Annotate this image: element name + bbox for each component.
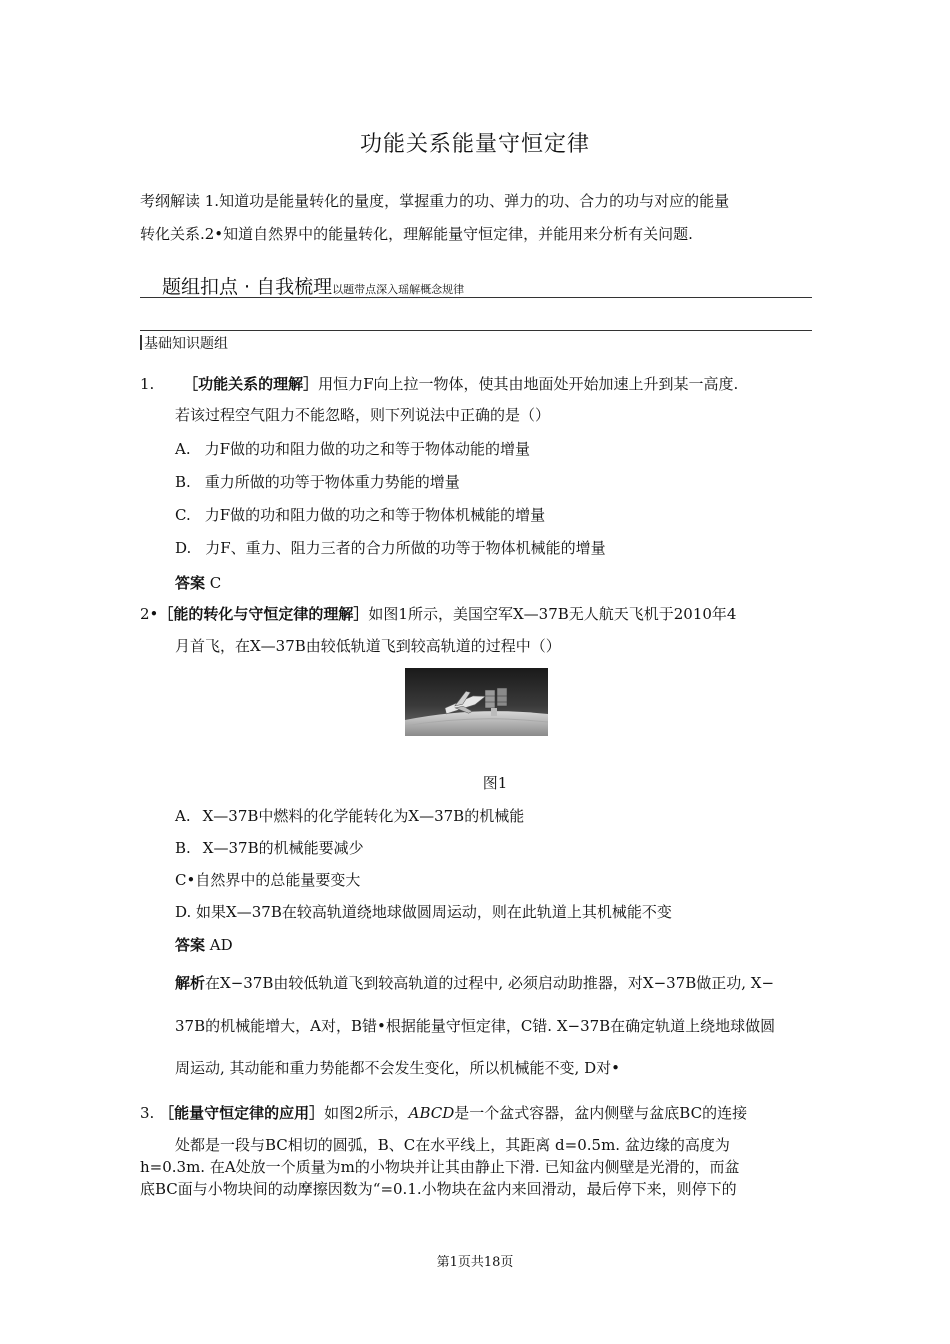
q2-stem-line-2: 月首飞，在X—37B由较低轨道飞到较高轨道的过程中（）: [175, 637, 561, 655]
page-title: 功能关系能量守恒定律: [359, 132, 590, 157]
label-bar: [140, 335, 142, 350]
section-rule-top: [140, 297, 812, 298]
q2-analysis-line-1: 解析在X−37B由较低轨道飞到较高轨道的过程中, 必须启动助推器，对X−37B做正功, X−: [175, 974, 775, 992]
q1-number: 1.: [140, 375, 155, 393]
spacecraft-figure: [405, 668, 548, 736]
q1-stem-line-2: 若该过程空气阻力不能忽略，则下列说法中正确的是（）: [175, 406, 551, 424]
section-heading-sub: 以题带点深入瑶解概念规律: [332, 283, 465, 296]
q1-option-a: A. 力F做的功和阻力做的功之和等于物体动能的增量: [175, 440, 531, 458]
q3-tag: ［能量守恒定律的应用］: [159, 1104, 325, 1122]
q1-stem-1: 用恒力F向上拉一物体，使其由地面处开始加速上升到某一高度.: [318, 375, 739, 393]
figure-caption: 图1: [482, 774, 508, 792]
section-heading: [162, 272, 464, 299]
q2-option-a: A. X—37B中燃料的化学能转化为X—37B的机械能: [175, 807, 525, 825]
q3-stem-line-1: 3. ［能量守恒定律的应用］如图2所示，ABCD是一个盆式容器，盆内侧壁与盆底BC的连接: [140, 1104, 748, 1122]
q2-number: 2•: [140, 605, 159, 623]
q2-option-c: C•自然界中的总能量要变大: [175, 871, 361, 889]
q1-option-d: D. 力F、重力、阻力三者的合力所做的功等于物体机械能的增量: [175, 539, 606, 557]
section-rule-bottom: [140, 330, 812, 331]
q1-option-c: C. 力F做的功和阻力做的功之和等于物体机械能的增量: [175, 506, 546, 524]
q2-stem-1: 如图1所示，美国空军X—37B无人航天飞机于2010年4: [368, 605, 737, 623]
q2-stem-line-1: [140, 604, 736, 624]
q2-option-d: D. 如果X—37B在较高轨道绕地球做圆周运动，则在此轨道上其机械能不变: [175, 903, 672, 921]
q1-option-b: B. 重力所做的功等于物体重力势能的增量: [175, 473, 460, 491]
q1-tag: ［功能关系的理解］: [183, 375, 319, 393]
q2-analysis-line-3: 周运动, 其动能和重力势能都不会发生变化，所以机械能不变, D对•: [175, 1059, 620, 1077]
basic-knowledge-text: 基础知识题组: [144, 336, 228, 352]
q2-answer: 答案 AD: [175, 936, 233, 954]
q3-stem-line-3: h=0.3m. 在A处放一个质量为m的小物块并让其由静止下滑. 已知盆内侧壁是光滑的，而盆: [140, 1158, 740, 1176]
syllabus-line-1: 考纲解读 1.知道功是能量转化的量度，掌握重力的功、弹力的功、合力的功与对应的能量: [140, 192, 730, 210]
q3-stem-line-4: 底BC面与小物块间的动摩擦因数为“=0.1.小物块在盆内来回滑动，最后停下来，则停下的: [140, 1180, 737, 1198]
q1-answer: 答案 C: [175, 574, 222, 592]
q2-tag: ［能的转化与守恒定律的理解］: [158, 605, 369, 623]
q3-stem-line-2: 处都是一段与BC相切的圆弧，B、C在水平线上，其距离 d=0.5m. 盆边缘的高度为: [175, 1136, 730, 1154]
spacecraft-image: [405, 668, 548, 736]
page-number: 第1页共18页: [436, 1255, 514, 1270]
syllabus-line-2: 转化关系.2•知道自然界中的能量转化，理解能量守恒定律，并能用来分析有关问题.: [140, 225, 693, 243]
q2-option-b: B. X—37B的机械能要减少: [175, 839, 364, 857]
q3-number: 3.: [140, 1104, 155, 1122]
q1-stem-line-1: [140, 374, 738, 394]
basic-knowledge-label: [140, 333, 228, 353]
section-heading-main: 题组扣点 · 自我梳理: [162, 276, 333, 298]
q2-analysis-line-2: 37B的机械能增大，A对，B错•根据能量守恒定律，C错. X−37B在确定轨道上绕地球做圆: [175, 1017, 776, 1035]
